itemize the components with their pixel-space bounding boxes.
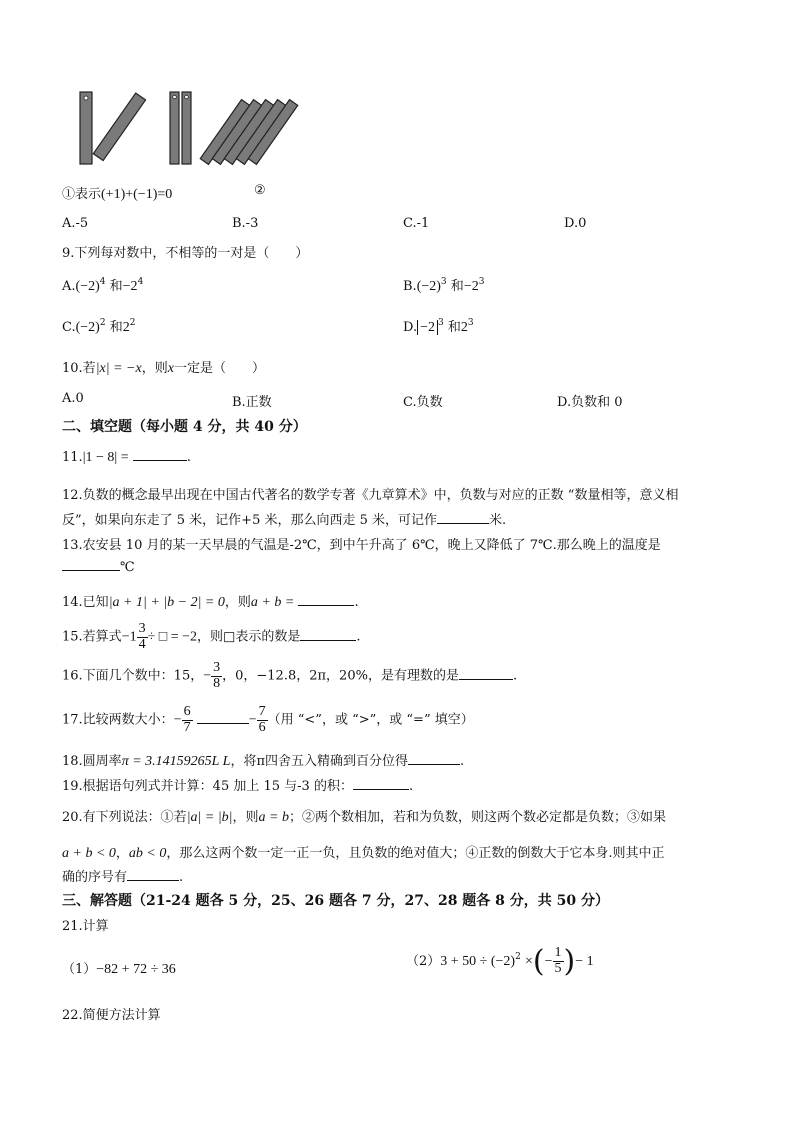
q10-option-d: D.负数和 0 xyxy=(557,395,623,410)
q8-option-b: B.-3 xyxy=(232,216,259,231)
q20-line-2: a + b < 0，ab < 0，那么这两个数一定一正一负，且负数的绝对值大；④正数的倒数大于它本身.则其中正 xyxy=(62,846,665,861)
stick xyxy=(93,93,145,161)
q21-part-1: （1）−82 + 72 ÷ 36 xyxy=(62,962,176,977)
q20-line-3: 确的序号有 . xyxy=(62,870,184,885)
answer-blank[interactable] xyxy=(408,752,460,765)
q16: 16.下面几个数中：15，− $\frac{3}{8}$ ，0，−12.8，2π，20%，是有理数的是 . xyxy=(62,660,518,691)
q19: 19.根据语句列式并计算：45 加上 15 与-3 的积： . xyxy=(62,779,414,794)
q10-option-a: A.0 xyxy=(62,391,84,406)
counting-sticks-figure xyxy=(60,88,310,168)
answer-blank[interactable] xyxy=(298,593,354,606)
answer-blank[interactable] xyxy=(300,628,356,641)
figure-note-2: ② xyxy=(254,183,266,198)
q8-option-d: D.0 xyxy=(564,216,587,231)
answer-blank[interactable] xyxy=(437,511,489,524)
q22-title: 22.简便方法计算 xyxy=(62,1008,161,1023)
q18: 18.圆周率π = 3.14159265L L，将π四舍五入精确到百分位得 . xyxy=(62,754,465,769)
q11: 11.|1 − 8| = . xyxy=(62,450,191,465)
q21-part-2: $(2)3 + 50 \div (-2)^2$ ×(− $\frac{1}{5}$ )− 1 xyxy=(406,944,594,979)
fraction: $\frac{1}{5}$ xyxy=(554,945,562,976)
q17: 17.比较两数大小：− $\frac{6}{7}$ − $\frac{7}{6}$ （用 “<”，或 “>”，或 “=” 填空） xyxy=(62,704,474,735)
q9-stem: 9.下列每对数中，不相等的一对是（ ） xyxy=(62,246,309,261)
answer-blank[interactable] xyxy=(127,868,179,881)
fraction: $\frac{3}{8}$ xyxy=(213,660,221,691)
stick xyxy=(182,92,191,164)
q12-line-2: 反”，如果向东走了 5 米，记作+5 米，那么向西走 5 米，可记作 米. xyxy=(62,513,507,528)
answer-blank[interactable] xyxy=(133,448,187,461)
fraction: $\frac{3}{4}$ xyxy=(138,621,146,652)
q10-stem: 10.若|x| = −x，则x一定是（ ） xyxy=(62,361,265,376)
q9-option-a: $A.(-2)^4$ 和$-2^4$ xyxy=(62,277,144,294)
q20-line-1: 20.有下列说法：①若|a| = |b|，则a = b；②两个数相加，若和为负数，则这两个数必定都是负数；③如果 xyxy=(62,810,667,825)
q8-option-a: A.-5 xyxy=(62,216,89,231)
q14: 14.已知|a + 1| + |b − 2| = 0，则a + b = . xyxy=(62,595,359,610)
q21-title: 21.计算 xyxy=(62,919,109,934)
figure-note-1: ①表示(+1)+(−1)=0 xyxy=(62,187,173,202)
fraction: $\frac{7}{6}$ xyxy=(258,704,266,735)
q9-option-d: D. −2 $^3$ 和$2^3$ xyxy=(403,318,474,335)
stick xyxy=(170,92,179,164)
answer-blank[interactable] xyxy=(197,711,249,724)
q10-option-b: B.正数 xyxy=(232,395,272,410)
q12-line-1: 12.负数的概念最早出现在中国古代著名的数学专著《九章算术》中，负数与对应的正数 “数量相等，意义相 xyxy=(62,488,679,503)
answer-blank[interactable] xyxy=(353,777,409,790)
q15: 15.若算式−1 $\frac{3}{4}$ ÷ □ = −2，则□表示的数是 . xyxy=(62,621,361,652)
fraction: $\frac{6}{7}$ xyxy=(183,704,191,735)
section-3-title: 三、解答题（21-24 题各 5 分，25、26 题各 7 分，27、28 题各 8 分，共 50 分） xyxy=(62,893,610,909)
stick xyxy=(80,92,92,164)
q8-option-c: C.-1 xyxy=(403,216,430,231)
q9-option-c: $C.(-2)^2$ 和$2^2$ xyxy=(62,318,136,335)
answer-blank[interactable] xyxy=(62,558,120,571)
q13-line-2: ℃ xyxy=(62,558,135,575)
answer-blank[interactable] xyxy=(459,667,513,680)
section-2-title: 二、填空题（每小题 4 分，共 40 分） xyxy=(62,419,307,435)
q9-option-b: $B.(-2)^3$ 和$-2^3$ xyxy=(403,277,485,294)
q10-option-c: C.负数 xyxy=(403,395,443,410)
q13-line-1: 13.农安县 10 月的某一天早晨的气温是-2℃，到中午升高了 6℃，晚上又降低了 7℃.那么晚上的温度是 xyxy=(62,538,661,553)
